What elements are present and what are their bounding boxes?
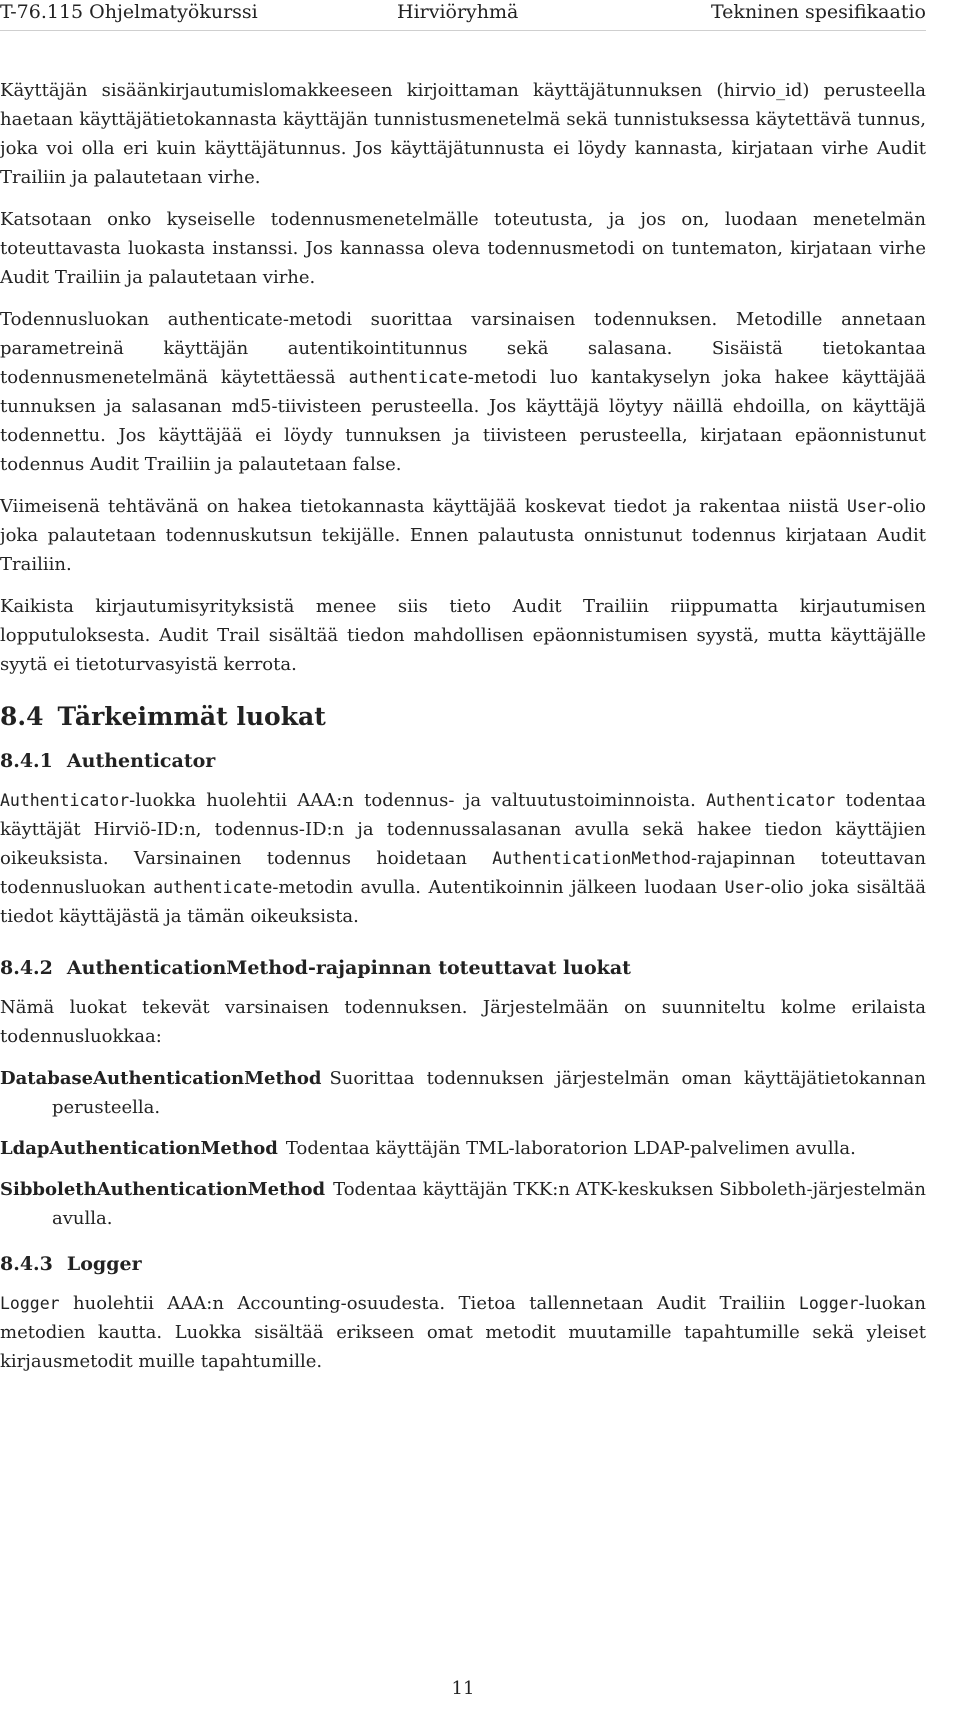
- paragraph-authenticate-method: [0, 305, 926, 479]
- subsection-number: 8.4.3: [0, 1253, 53, 1275]
- code-authentication-method: AuthenticationMethod: [492, 849, 691, 868]
- paragraph-text: -metodi luo kantakyselyn joka hakee käyttäjää tunnuksen ja salasanan md5-tiivisteen perusteella. Jos käyttäjä löytyy näillä ehdoilla, on käyttäjä todennettu. Jos käyttäjää ei löydy tunnuksen ja tiivisteen perusteella, kirjataan epäonnistunut todennus Audit Trailiin ja palautetaan false.: [0, 367, 926, 475]
- description-sibboleth-auth: Todentaa käyttäjän TKK:n ATK-keskuksen Sibboleth-järjestelmän avulla.: [52, 1179, 926, 1229]
- subsection-title: AuthenticationMethod-rajapinnan toteuttavat luokat: [66, 957, 631, 979]
- subsection-title: Authenticator: [66, 750, 216, 772]
- page-number: 11: [451, 1678, 475, 1699]
- paragraph-text: huolehtii AAA:n Accounting-osuudesta. Tietoa tallennetaan Audit Trailiin: [59, 1293, 799, 1314]
- code-user: User: [846, 497, 887, 516]
- term-ldap-auth: LdapAuthenticationMethod: [0, 1138, 278, 1159]
- subsection-number: 8.4.1: [0, 750, 53, 772]
- section-title: Tärkeimmät luokat: [57, 702, 326, 731]
- code-authenticator: Authenticator: [0, 791, 130, 810]
- paragraph-text: todentaa käyttäjät Hirviö-ID:n, todennus-ID:n ja todennussalasanan avulla sekä hakee tiedon käyttäjien oikeuksista. Varsinainen todennus hoidetaan: [0, 790, 926, 869]
- header-team: Hirviöryhmä: [397, 1, 519, 23]
- subsection-title: Logger: [66, 1253, 142, 1275]
- paragraph-user-object: [0, 492, 926, 579]
- description-database-auth: Suorittaa todennuksen järjestelmän oman käyttäjätietokannan perusteella.: [52, 1068, 926, 1118]
- term-sibboleth-auth: SibbolethAuthenticationMethod: [0, 1179, 326, 1200]
- subsection-heading-8-4-3: [0, 1251, 926, 1277]
- list-item-ldap-auth: [0, 1134, 926, 1163]
- paragraph-auth-classes-intro: Nämä luokat tekevät varsinaisen todennuksen. Järjestelmään on suunniteltu kolme erilaista todennusluokkaa:: [0, 997, 926, 1047]
- paragraph-text: -olio joka palautetaan todennuskutsun tekijälle. Ennen palautusta onnistunut todennus kirjataan Audit Trailiin.: [0, 496, 926, 575]
- code-authenticator: Authenticator: [706, 791, 836, 810]
- subsection-number: 8.4.2: [0, 957, 53, 979]
- description-ldap-auth: Todentaa käyttäjän TML-laboratorion LDAP-palvelimen avulla.: [285, 1138, 856, 1159]
- paragraph-method-instance: Katsotaan onko kyseiselle todennusmenetelmälle toteutusta, ja jos on, luodaan menetelmän toteuttavasta luokasta instanssi. Jos kannassa oleva todennusmetodi on tuntematon, kirjataan virhe Audit Trailiin ja palautetaan virhe.: [0, 209, 926, 288]
- paragraph-text: -luokan metodien kautta. Luokka sisältää erikseen omat metodit muutamille tapahtumille sekä yleiset kirjausmetodit muille tapahtumille.: [0, 1293, 926, 1372]
- paragraph-user-lookup: Käyttäjän sisäänkirjautumislomakkeeseen kirjoittaman käyttäjätunnuksen (hirvio_id) perusteella haetaan käyttäjätietokannasta käyttäjän tunnistusmenetelmä sekä tunnistuksessa käytettävä tunnus, joka voi olla eri kuin käyttäjätunnus. Jos käyttäjätunnusta ei löydy kannasta, kirjataan virhe Audit Trailiin ja palautetaan virhe.: [0, 80, 926, 188]
- paragraph-text: Todennusluokan authenticate-metodi suorittaa varsinaisen todennuksen. Metodille annetaan parametreinä käyttäjän autentikointitunnus sekä salasana. Sisäistä tietokantaa todennusmenetelmänä käytettäessä: [0, 309, 926, 388]
- paragraph-text: -luokka huolehtii AAA:n todennus- ja valtuutustoiminnoista.: [129, 790, 707, 811]
- code-user: User: [724, 878, 765, 897]
- code-authenticate: authenticate: [348, 368, 468, 387]
- section-number: 8.4: [0, 702, 44, 731]
- term-database-auth: DatabaseAuthenticationMethod: [0, 1068, 322, 1089]
- paragraph-text: Viimeisenä tehtävänä on hakea tietokannasta käyttäjää koskevat tiedot ja rakentaa niistä: [0, 496, 847, 517]
- code-authenticate: authenticate: [153, 878, 273, 897]
- code-logger: Logger: [0, 1294, 60, 1313]
- subsection-heading-8-4-2: [0, 955, 926, 981]
- auth-method-list: [0, 1064, 926, 1233]
- paragraph-text: -rajapinnan toteuttavan todennusluokan: [0, 848, 927, 898]
- page-body: [0, 76, 926, 1389]
- code-logger: Logger: [798, 1294, 859, 1313]
- paragraph-authenticator: [0, 786, 926, 931]
- list-item-database-auth: [0, 1064, 926, 1122]
- paragraph-logger: [0, 1289, 926, 1376]
- list-item-sibboleth-auth: [0, 1175, 926, 1233]
- running-header: [0, 0, 926, 31]
- paragraph-text: -metodin avulla. Autentikoinnin jälkeen luodaan: [272, 877, 725, 898]
- section-heading-8-4: [0, 701, 926, 733]
- subsection-heading-8-4-1: [0, 748, 926, 774]
- header-course: T-76.115 Ohjelmatyökurssi: [0, 1, 258, 23]
- paragraph-text: -olio joka sisältää tiedot käyttäjästä ja tämän oikeuksista.: [0, 877, 926, 927]
- header-document-title: Tekninen spesifikaatio: [710, 1, 926, 23]
- paragraph-audit-trail: Kaikista kirjautumisyrityksistä menee siis tieto Audit Trailiin riippumatta kirjautumisen lopputuloksesta. Audit Trail sisältää tiedon mahdollisen epäonnistumisen syystä, mutta käyttäjälle syytä ei tietoturvasyistä kerrota.: [0, 596, 926, 675]
